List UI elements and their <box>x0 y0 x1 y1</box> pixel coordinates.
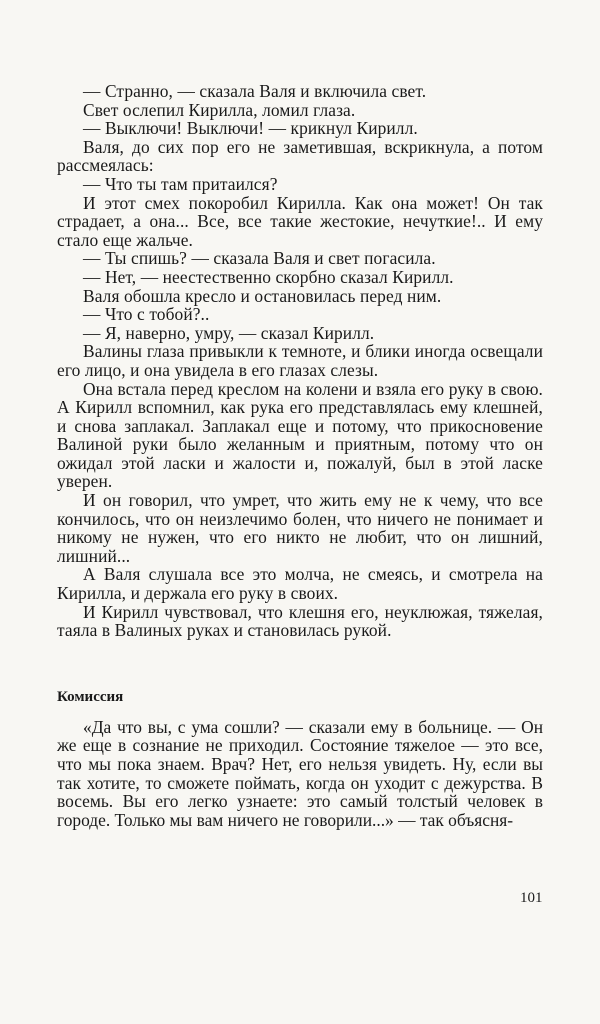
paragraph: — Ты спишь? — сказала Валя и свет погасила. <box>83 248 436 269</box>
paragraph: — Что с тобой?.. <box>83 304 210 325</box>
paragraph: — Нет, — неестественно скорбно сказал Кирилл. <box>83 266 454 287</box>
section-text <box>57 718 543 830</box>
section-heading: Комиссия <box>57 688 124 705</box>
paragraph: Валины глаза привыкли к темноте, и блики иногда освещали его лицо, и она увидела в его глазах слезы. <box>57 341 543 380</box>
paragraph: А Валя слушала все это молча, не смеясь, и смотрела на Кирилла, и держала его руку в своих. <box>57 564 543 604</box>
paragraph: «Да что вы, с ума сошли? — сказали ему в больнице. — Он же еще в сознание не приходил. Состояние тяжелое — это все, что мы пока знаем. Врач? Нет, его нельзя увидеть. Ну, если вы так хотите, то сможете поймать, когда он уходит с дежурства. В восемь. Вы его легко узнаете: это самый толстый человек в городе. Только мы вам ничего не говорили...» — так объясня- <box>57 716 543 830</box>
paragraph: — Странно, — сказала Валя и включила свет. <box>83 81 427 101</box>
paragraph: И он говорил, что умрет, что жить ему не к чему, что все кончилось, что он неизлечимо болен, что ничего не понимает и никому не нужен, что его никто не любит, что он лишний, лишний... <box>57 490 543 566</box>
page-number: 101 <box>520 890 543 906</box>
paragraph: Валя, до сих пор его не заметившая, вскрикнула, а потом рассмеялась: <box>57 136 543 176</box>
paragraph: Валя обошла кресло и остановилась перед ним. <box>83 285 442 306</box>
book-page <box>57 82 543 829</box>
paragraph: — Что ты там притаился? <box>83 173 278 194</box>
paragraph: И Кирилл чувствовал, что клешня его, неуклюжая, тяжелая, таяла в Валиных руках и становилась рукой. <box>57 601 543 641</box>
paragraph: — Я, наверно, умру, — сказал Кирилл. <box>83 322 375 343</box>
paragraph: И этот смех покоробил Кирилла. Как она может! Он так страдает, а она... Все, все такие жестокие, нечуткие!.. И ему стало еще жальче. <box>57 192 543 250</box>
paragraph: Свет ослепил Кирилла, ломил глаза. <box>83 99 356 120</box>
paragraph: — Выключи! Выключи! — крикнул Кирилл. <box>83 118 418 139</box>
paragraph: Она встала перед креслом на колени и взяла его руку в свою. А Кирилл вспомнил, как рука его представлялась ему клешней, и снова заплакал. Заплакал еще и потому, что прикосновение Валиной руки было желанным и приятным, потому что он ожидал этой ласки и жалости и, пожалуй, был в этой ласке уверен. <box>57 378 543 492</box>
story-text <box>57 82 543 640</box>
